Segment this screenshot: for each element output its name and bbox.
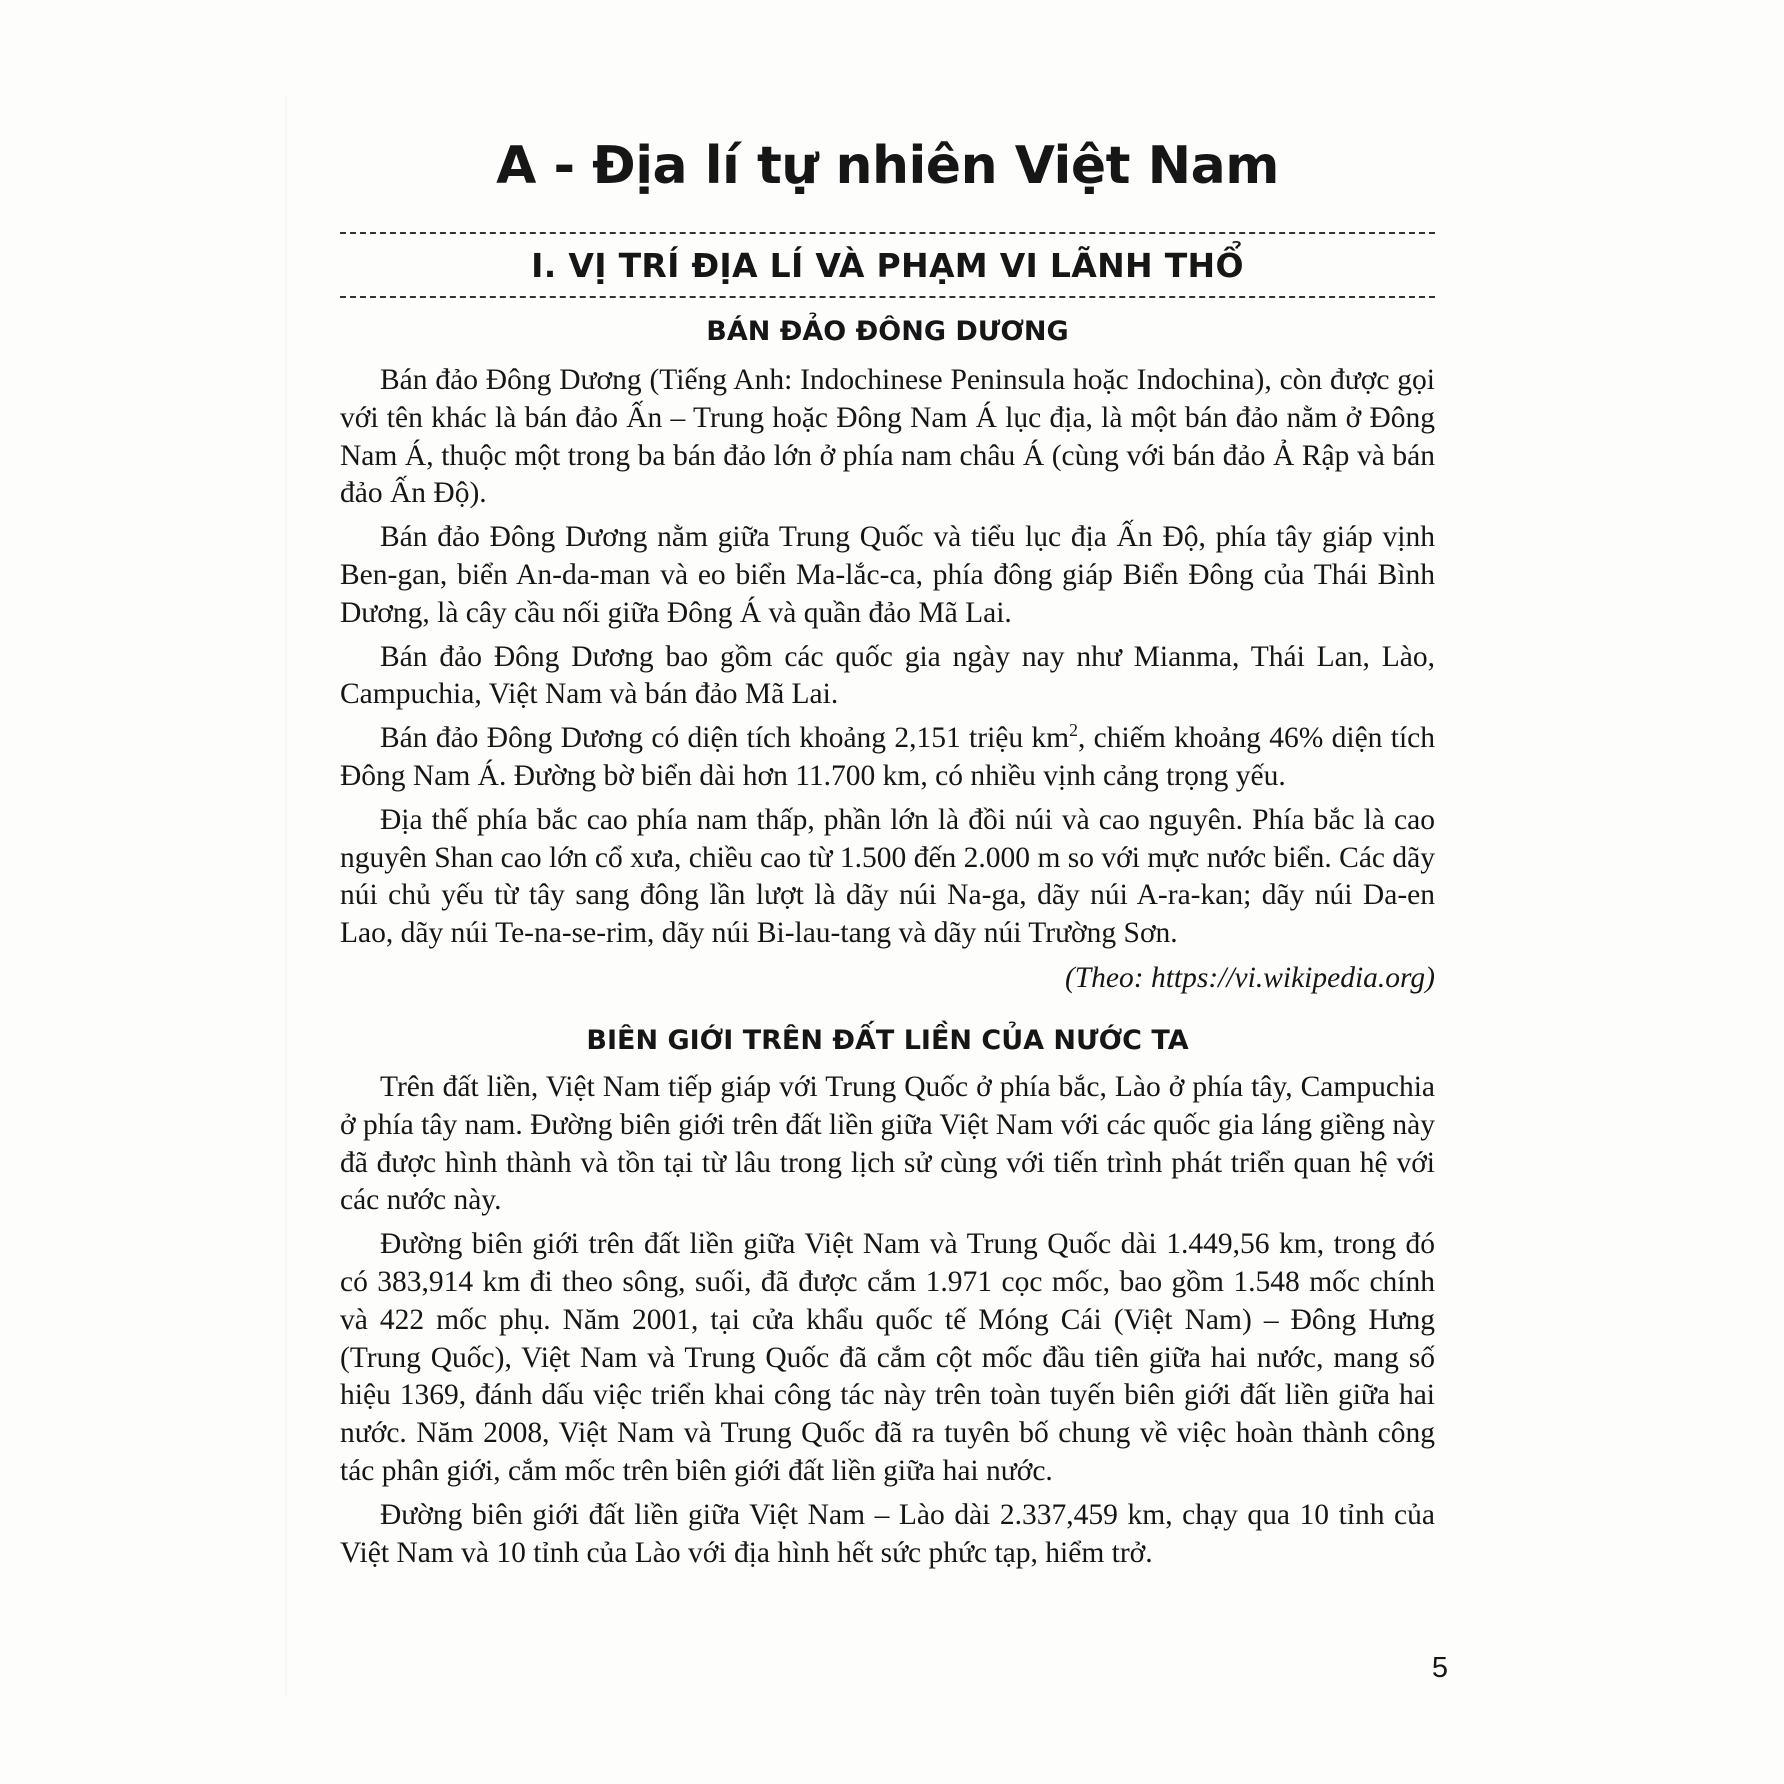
paragraph: Đường biên giới trên đất liền giữa Việt Nam và Trung Quốc dài 1.449,56 km, trong đó có 383,914 km đi theo sông, suối, đã được cắm 1.971 cọc mốc, bao gồm 1.548 mốc chính và 422 mốc phụ. Năm 2001, tại cửa khẩu quốc tế Móng Cái (Việt Nam) – Đông Hưng (Trung Quốc), Việt Nam và Trung Quốc đã cắm cột mốc đầu tiên giữa hai nước, mang số hiệu 1369, đánh dấu việc triển khai công tác này trên toàn tuyến biên giới đất liền giữa hai nước. Năm 2008, Việt Nam và Trung Quốc đã ra tuyên bố chung về việc hoàn thành công tác phân giới, cắm mốc trên biên giới đất liền giữa hai nước. (340, 1228, 1435, 1487)
section-heading: I. VỊ TRÍ ĐỊA LÍ VÀ PHẠM VI LÃNH THỔ (531, 246, 1244, 285)
page-shadow (285, 95, 288, 1695)
source-citation: (Theo: https://vi.wikipedia.org) (1064, 961, 1435, 994)
paragraph: Bán đảo Đông Dương nằm giữa Trung Quốc và tiểu lục địa Ấn Độ, phía tây giáp vịnh Ben-gan, biển An-da-man và eo biển Ma-lắc-ca, phía đông giáp Biển Đông của Thái Bình Dương, là cây cầu nối giữa Đông Á và quần đảo Mã Lai. (340, 521, 1435, 629)
subheading-land-border: BIÊN GIỚI TRÊN ĐẤT LIỀN CỦA NƯỚC TA (586, 1024, 1189, 1056)
paragraph: Trên đất liền, Việt Nam tiếp giáp với Trung Quốc ở phía bắc, Lào ở phía tây, Campuchia ở phía tây nam. Đường biên giới trên đất liền giữa Việt Nam với các quốc gia láng giềng này đã được hình thành và tồn tại từ lâu trong lịch sử cùng với tiến trình phát triển quan hệ với các nước này. (340, 1070, 1435, 1217)
paragraph: Bán đảo Đông Dương bao gồm các quốc gia ngày nay như Mianma, Thái Lan, Lào, Campuchia, Việt Nam và bán đảo Mã Lai. (340, 640, 1435, 711)
area-text-after: , chiếm khoảng 46% diện tích Đông Nam Á. Đường bờ biển dài hơn 11.700 km, có nhiều vịnh cảng trọng yếu. (340, 722, 1435, 792)
area-text-before: Bán đảo Đông Dương có diện tích khoảng 2,151 triệu km (380, 722, 1070, 755)
paragraph: Địa thế phía bắc cao phía nam thấp, phần lớn là đồi núi và cao nguyên. Phía bắc là cao nguyên Shan cao lớn cổ xưa, chiều cao từ 1.500 đến 2.000 m so với mực nước biển. Các dãy núi chủ yếu từ tây sang đông lần lượt là dãy núi Na-ga, dãy núi A-ra-kan; dãy núi Da-en Lao, dãy núi Te-na-se-rim, dãy núi Bi-lau-tang và dãy núi Trường Sơn. (340, 803, 1435, 950)
page-number: 5 (1431, 1652, 1448, 1684)
page-title: A - Địa lí tự nhiên Việt Nam (496, 136, 1279, 196)
paragraph-area (340, 720, 1435, 796)
heading-rule-top (340, 232, 1435, 234)
superscript: 2 (1069, 720, 1078, 741)
paragraph: Bán đảo Đông Dương (Tiếng Anh: Indochinese Peninsula hoặc Indochina), còn được gọi với tên khác là bán đảo Ấn – Trung hoặc Đông Nam Á lục địa, là một bán đảo nằm ở Đông Nam Á, thuộc một trong ba bán đảo lớn ở phía nam châu Á (cùng với bán đảo Ả Rập và bán đảo Ấn Độ). (340, 364, 1435, 510)
page-content (340, 108, 1435, 1578)
subheading-indochina: BÁN ĐẢO ĐÔNG DƯƠNG (706, 316, 1069, 347)
heading-rule-bottom (340, 296, 1435, 298)
paragraph: Đường biên giới đất liền giữa Việt Nam – Lào dài 2.337,459 km, chạy qua 10 tỉnh của Việt Nam và 10 tỉnh của Lào với địa hình hết sức phức tạp, hiểm trở. (340, 1498, 1435, 1569)
